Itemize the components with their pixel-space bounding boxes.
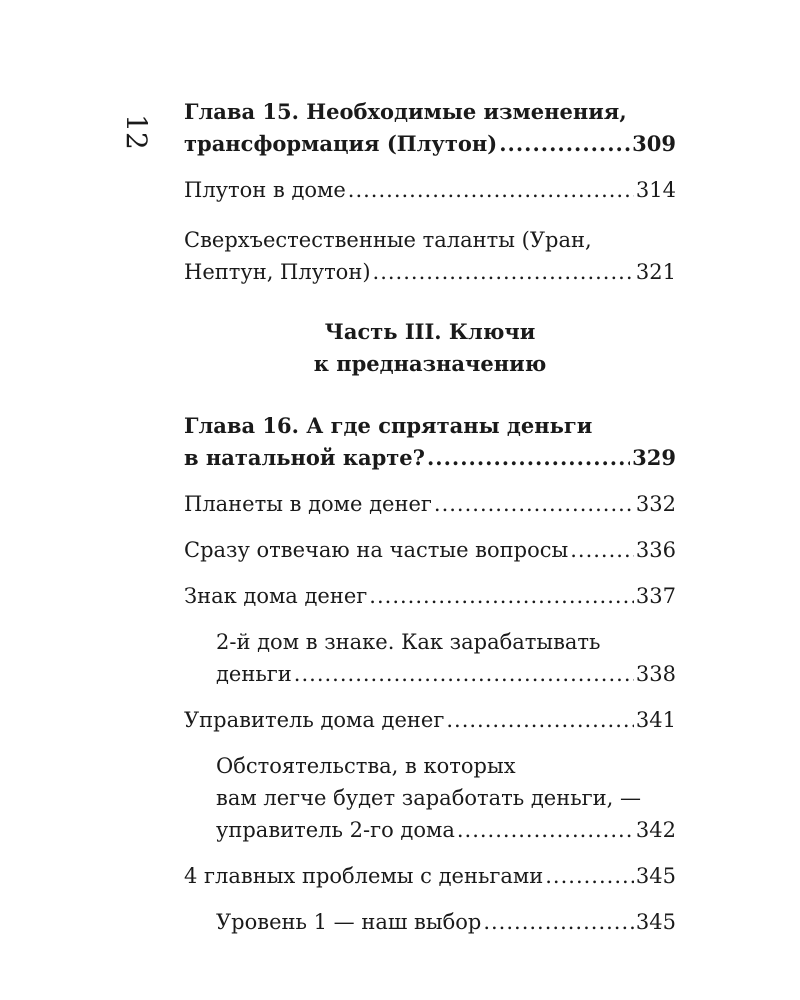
entry-title-line: вам легче будет заработать деньги, — (216, 786, 641, 810)
page-ref: 345 (635, 864, 676, 888)
toc-subentry[interactable] (184, 906, 676, 938)
toc-subentry[interactable] (184, 750, 676, 846)
page-ref: 337 (635, 584, 676, 608)
dot-leader (457, 814, 634, 846)
dot-leader (570, 534, 634, 566)
toc-entry[interactable] (184, 224, 676, 288)
entry-title-line: трансформация (Плутон) (184, 131, 498, 156)
dot-leader (373, 256, 634, 288)
entry-title: Плутон в доме (184, 178, 346, 202)
entry-title: Управитель дома денег (184, 708, 445, 732)
entry-title-line: в натальной карте? (184, 445, 425, 470)
page-ref: 338 (635, 662, 676, 686)
part-title: Часть III. Ключи (324, 319, 536, 344)
dot-leader (348, 174, 634, 206)
entry-title-line: деньги (216, 662, 292, 686)
page-ref: 332 (635, 492, 676, 516)
entry-title: Планеты в доме денег (184, 492, 432, 516)
toc-entry[interactable] (184, 704, 676, 736)
toc-entry-chapter-15[interactable] (184, 96, 676, 160)
dot-leader (545, 860, 634, 892)
dot-leader (483, 906, 634, 938)
toc-subentry[interactable] (184, 626, 676, 690)
toc-entry[interactable] (184, 534, 676, 566)
entry-title: Уровень 1 — наш выбор (216, 910, 482, 934)
page-ref: 329 (632, 445, 676, 470)
entry-title-line: Сверхъестественные таланты (Уран, (184, 228, 592, 252)
page-ref: 341 (635, 708, 676, 732)
part-heading (184, 316, 676, 380)
entry-title: Знак дома денег (184, 584, 368, 608)
entry-title-line: 2-й дом в знаке. Как зарабатывать (216, 630, 601, 654)
entry-title-line: Глава 16. А где спрятаны деньги (184, 413, 593, 438)
entry-title-line: Нептун, Плутон) (184, 260, 371, 284)
page-ref: 314 (635, 178, 676, 202)
page-ref: 345 (635, 910, 676, 934)
page-ref: 309 (632, 131, 676, 156)
table-of-contents (184, 96, 676, 938)
page-number: 12 (119, 114, 153, 150)
dot-leader (369, 580, 634, 612)
dot-leader (427, 442, 630, 474)
entry-title-line: Глава 15. Необходимые изменения, (184, 99, 627, 124)
entry-title-line: Обстоятельства, в которых (216, 754, 516, 778)
entry-title: Сразу отвечаю на частые вопросы (184, 538, 569, 562)
entry-title-line: управитель 2-го дома (216, 818, 455, 842)
page-ref: 336 (635, 538, 676, 562)
dot-leader (294, 658, 634, 690)
toc-entry[interactable] (184, 488, 676, 520)
toc-entry[interactable] (184, 580, 676, 612)
dot-leader (499, 128, 630, 160)
entry-title: 4 главных проблемы с деньгами (184, 864, 544, 888)
dot-leader (446, 704, 634, 736)
part-subtitle: к предназначению (313, 351, 547, 376)
dot-leader (434, 488, 634, 520)
toc-entry[interactable] (184, 174, 676, 206)
page-ref: 342 (635, 818, 676, 842)
page-ref: 321 (635, 260, 676, 284)
toc-entry[interactable] (184, 860, 676, 892)
toc-entry-chapter-16[interactable] (184, 410, 676, 474)
